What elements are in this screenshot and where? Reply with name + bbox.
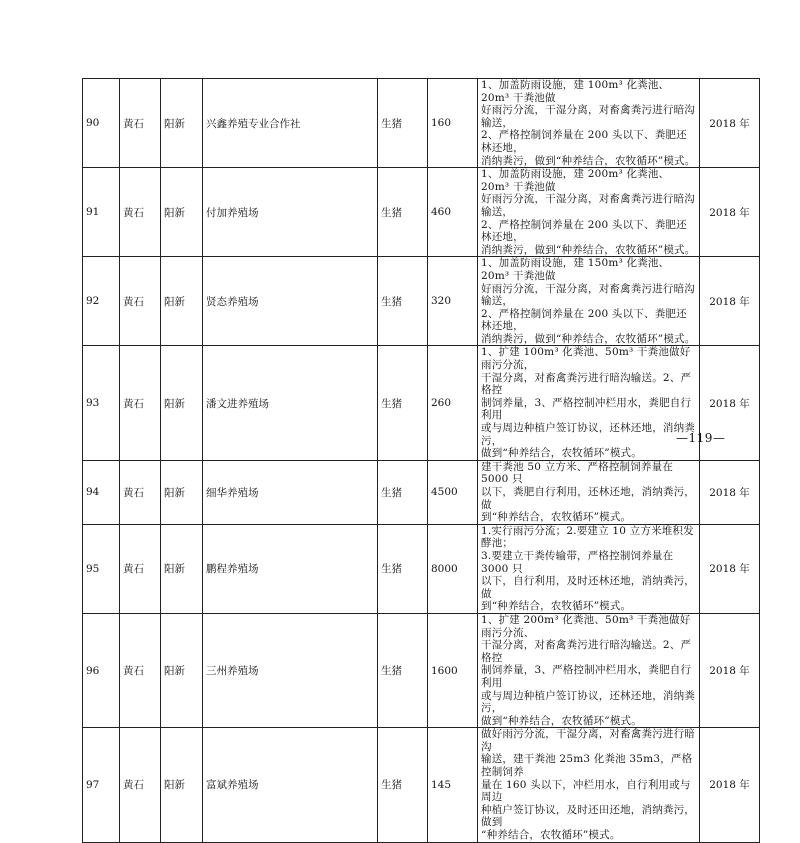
- city-cell: 黄石: [120, 346, 161, 460]
- year-cell: 2018 年: [700, 168, 760, 257]
- farm-name-cell: 鹏程养殖场: [203, 524, 378, 613]
- county-cell: 阳新: [161, 168, 203, 257]
- measures-cell: 1、扩建 100m³ 化粪池、50m³ 干粪池做好雨污分流， 干湿分离，对畜禽粪污进行暗沟输送。2、严格控 制饲养量，3、严格控制冲栏用水，粪肥自行利用 或与周边种植户签订协议，还林还地，消纳粪污， 做到“种养结合，农牧循环”模式。: [478, 346, 700, 460]
- farm-name-cell: 潘文进养殖场: [203, 346, 378, 460]
- measures-cell: 1、加盖防雨设施，建 100m³ 化粪池、20m³ 干粪池做 好雨污分流，干湿分离，对畜禽粪污进行暗沟输送， 2、严格控制饲养量在 200 头以下、粪肥还林还地， 消纳粪污，做到“种养结合，农牧循环”模式。: [478, 79, 700, 168]
- row-number: 90: [83, 79, 120, 168]
- livestock-type-cell: 生猪: [378, 460, 428, 524]
- table-row: [83, 460, 760, 524]
- county-cell: 阳新: [161, 79, 203, 168]
- measures-cell: 1.实行雨污分流；2.要建立 10 立方米堆积发酵池； 3.要建立干粪传输带，严格控制饲养量在 3000 只 以下，自行利用，及时还林还地，消纳粪污，做 到“种养结合，农牧循环”模式。: [478, 524, 700, 613]
- table-row: [83, 524, 760, 613]
- year-cell: 2018 年: [700, 524, 760, 613]
- year-cell: 2018 年: [700, 257, 760, 346]
- livestock-type-cell: 生猪: [378, 79, 428, 168]
- page-number: —119—: [676, 431, 726, 445]
- table-row: [83, 613, 760, 727]
- table-row: [83, 728, 760, 842]
- table-row: [83, 168, 760, 257]
- scale-cell: 160: [428, 79, 478, 168]
- city-cell: 黄石: [120, 728, 161, 842]
- row-number: 95: [83, 524, 120, 613]
- records-table: [82, 78, 760, 843]
- scale-cell: 320: [428, 257, 478, 346]
- year-cell: 2018 年: [700, 728, 760, 842]
- livestock-type-cell: 生猪: [378, 728, 428, 842]
- county-cell: 阳新: [161, 257, 203, 346]
- livestock-type-cell: 生猪: [378, 257, 428, 346]
- farm-name-cell: 付加养殖场: [203, 168, 378, 257]
- scale-cell: 460: [428, 168, 478, 257]
- row-number: 91: [83, 168, 120, 257]
- livestock-type-cell: 生猪: [378, 613, 428, 727]
- farm-name-cell: 细华养殖场: [203, 460, 378, 524]
- row-number: 96: [83, 613, 120, 727]
- county-cell: 阳新: [161, 613, 203, 727]
- measures-cell: 1、加盖防雨设施，建 150m³ 化粪池、20m³ 干粪池做 好雨污分流，干湿分离，对畜禽粪污进行暗沟输送， 2、严格控制饲养量在 200 头以下、粪肥还林还地， 消纳粪污，做到“种养结合，农牧循环”模式。: [478, 257, 700, 346]
- county-cell: 阳新: [161, 524, 203, 613]
- year-cell: 2018 年: [700, 613, 760, 727]
- city-cell: 黄石: [120, 460, 161, 524]
- year-cell: 2018 年: [700, 79, 760, 168]
- city-cell: 黄石: [120, 168, 161, 257]
- city-cell: 黄石: [120, 257, 161, 346]
- livestock-type-cell: 生猪: [378, 168, 428, 257]
- county-cell: 阳新: [161, 460, 203, 524]
- county-cell: 阳新: [161, 728, 203, 842]
- table-row: [83, 257, 760, 346]
- livestock-type-cell: 生猪: [378, 346, 428, 460]
- measures-cell: 1、加盖防雨设施，建 200m³ 化粪池、20m³ 干粪池做 好雨污分流，干湿分离，对畜禽粪污进行暗沟输送， 2、严格控制饲养量在 200 头以下、粪肥还林还地， 消纳粪污，做到“种养结合，农牧循环”模式。: [478, 168, 700, 257]
- scale-cell: 1600: [428, 613, 478, 727]
- row-number: 97: [83, 728, 120, 842]
- farm-name-cell: 三州养殖场: [203, 613, 378, 727]
- farm-name-cell: 富斌养殖场: [203, 728, 378, 842]
- scale-cell: 4500: [428, 460, 478, 524]
- farm-name-cell: 贤态养殖场: [203, 257, 378, 346]
- city-cell: 黄石: [120, 613, 161, 727]
- county-cell: 阳新: [161, 346, 203, 460]
- table-row: [83, 346, 760, 460]
- row-number: 93: [83, 346, 120, 460]
- scale-cell: 260: [428, 346, 478, 460]
- measures-cell: 1、扩建 200m³ 化粪池、50m³ 干粪池做好雨污分流、 干湿分离，对畜禽粪污进行暗沟输送。2、严格控 制饲养量，3、严格控制冲栏用水，粪肥自行利用 或与周边种植户签订协议，还林还地，消纳粪污， 做到“种养结合，农牧循环”模式。: [478, 613, 700, 727]
- measures-cell: 建干粪池 50 立方米、严格控制饲养量在 5000 只 以下，粪肥自行利用，还林还地，消纳粪污，做 到“种养结合，农牧循环”模式。: [478, 460, 700, 524]
- measures-cell: 做好雨污分流，干湿分离，对畜禽粪污进行暗沟 输送，建干粪池 25m3 化粪池 35m3，严格控制饲养 量在 160 头以下，冲栏用水，自行利用或与周边 种植户签订协议，及时还田还地，消纳粪污，做到 “种养结合，农牧循环”模式。: [478, 728, 700, 842]
- year-cell: 2018 年: [700, 346, 760, 460]
- city-cell: 黄石: [120, 79, 161, 168]
- row-number: 92: [83, 257, 120, 346]
- city-cell: 黄石: [120, 524, 161, 613]
- scale-cell: 8000: [428, 524, 478, 613]
- row-number: 94: [83, 460, 120, 524]
- year-cell: 2018 年: [700, 460, 760, 524]
- livestock-type-cell: 生猪: [378, 524, 428, 613]
- table-row: [83, 79, 760, 168]
- farm-name-cell: 兴鑫养殖专业合作社: [203, 79, 378, 168]
- scale-cell: 145: [428, 728, 478, 842]
